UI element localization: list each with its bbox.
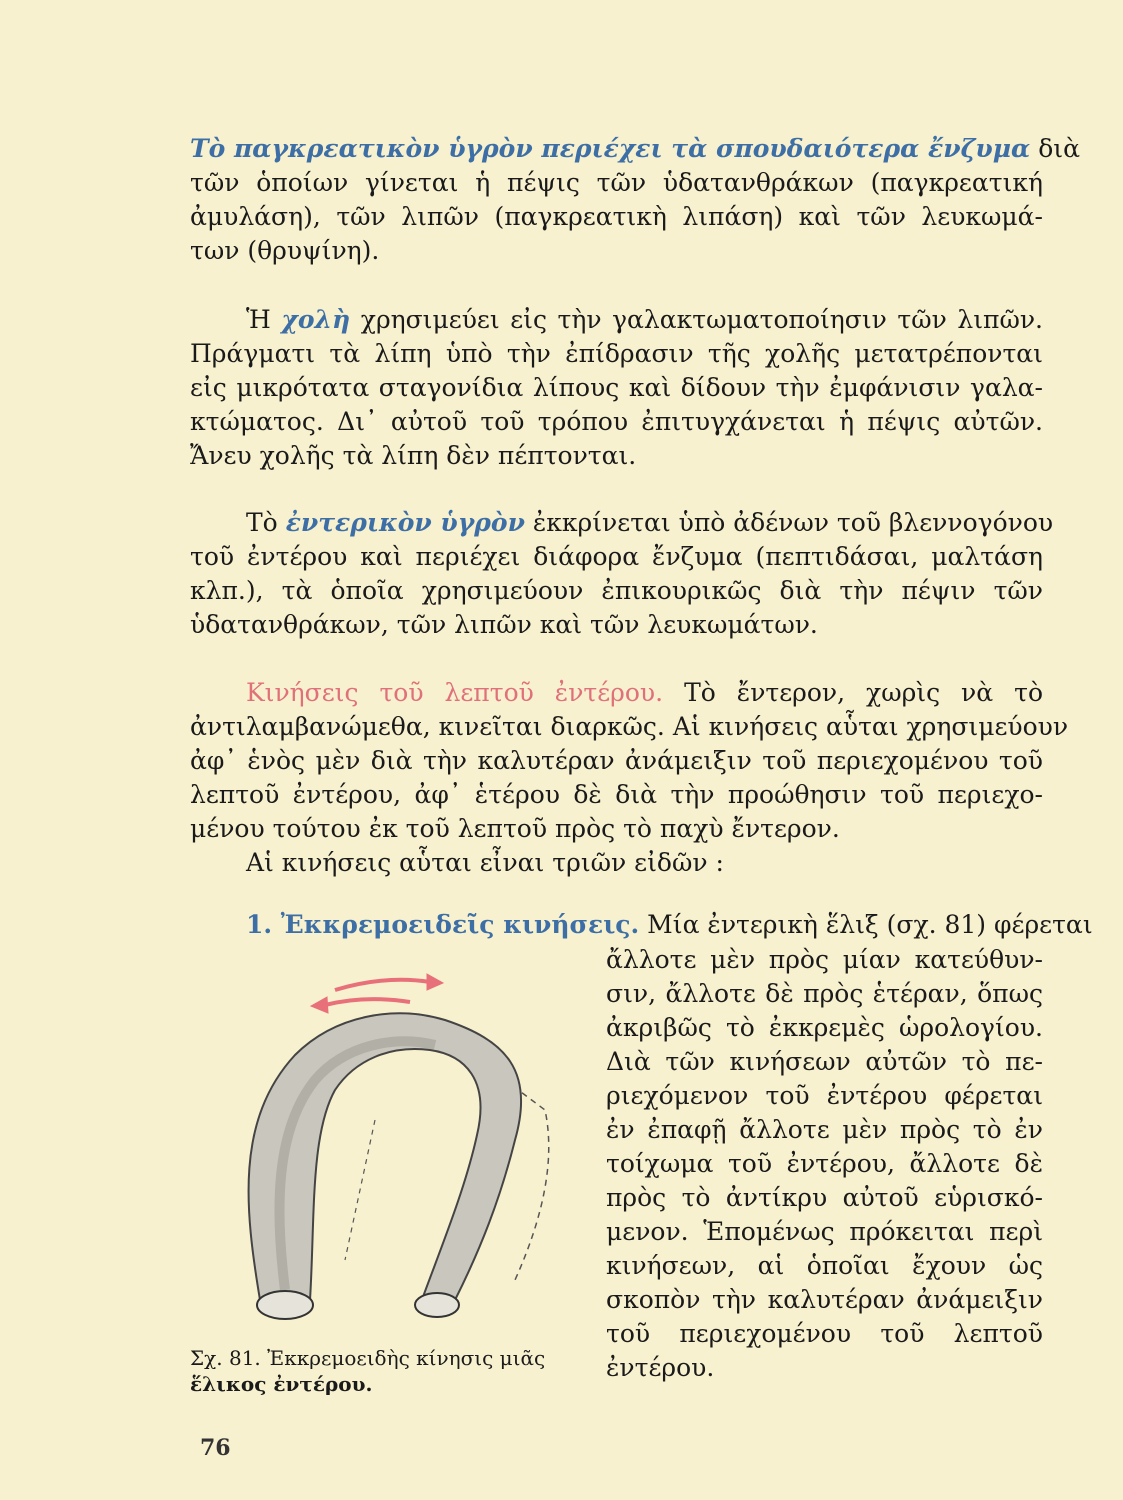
p5-r5: Διὰ τῶν κινήσεων αὐτῶν τὸ πε-	[606, 1047, 1043, 1076]
p3-line-4: ὑδατανθράκων, τῶν λιπῶν καὶ τῶν λευκωμάτων.	[190, 610, 818, 639]
p4-line-1	[246, 676, 1043, 710]
page-number: 76	[200, 1435, 231, 1461]
p5-heading: 1. Ἐκκρεμοειδεῖς κινήσεις.	[246, 910, 640, 939]
p5-r12: σκοπὸν τὴν καλυτέραν ἀνάμειξιν	[606, 1285, 1043, 1314]
p5-r8: τοίχωμα τοῦ ἐντέρου, ἄλλοτε δὲ	[606, 1149, 1043, 1178]
motion-arrows-icon	[311, 974, 443, 1013]
p2-line-2: Πράγματι τὰ λίπη ὑπὸ τὴν ἐπίδρασιν τῆς χολῆς μετατρέπονται	[190, 339, 1043, 368]
tube-end-left-icon	[257, 1291, 313, 1319]
p5-r14: ἐντέρου.	[606, 1353, 715, 1382]
p3-line-1-rest: ἐκκρίνεται ὑπὸ ἀδένων τοῦ βλεννογόνου	[532, 508, 1054, 537]
p2-pre: Ἡ	[246, 305, 271, 334]
p5-r7: ἐν ἐπαφῇ ἄλλοτε μὲν πρὸς τὸ ἐν	[606, 1115, 1043, 1144]
p5-r2: ἄλλοτε μὲν πρὸς μίαν κατεύθυν-	[606, 945, 1043, 974]
p5-right-column	[606, 943, 1043, 1385]
p2-line-1	[246, 303, 1043, 337]
intestine-outer-icon	[249, 1013, 522, 1305]
p4-line-3: ἀφ᾿ ἑνὸς μὲν διὰ τὴν καλυτέραν ἀνάμειξιν τοῦ περιεχομένου τοῦ	[190, 746, 1043, 775]
p4-heading: Κινήσεις τοῦ λεπτοῦ ἐντέρου.	[246, 678, 664, 707]
p4-line-6: Αἱ κινήσεις αὗται εἶναι τριῶν εἰδῶν :	[246, 848, 724, 877]
p1-line-3: ἀμυλάση), τῶν λιπῶν (παγκρεατικὴ λιπάση) καὶ τῶν λευκωμά-	[190, 202, 1043, 231]
caption-line-1: Σχ. 81. Ἐκκρεμοειδὴς κίνησις μιᾶς	[190, 1346, 546, 1370]
p1-line-2: τῶν ὁποίων γίνεται ἡ πέψις τῶν ὑδατανθράκων (παγκρεατική	[190, 168, 1043, 197]
p3-line-1	[246, 506, 1054, 540]
p4-line-5: μένου τούτου ἐκ τοῦ λεπτοῦ πρὸς τὸ παχὺ ἔντερον.	[190, 814, 840, 843]
p1-line-1-rest: διὰ	[1038, 134, 1080, 163]
p3-lead-term: ἐντερικὸν ὑγρὸν	[285, 508, 525, 537]
p5-r9: πρὸς τὸ ἀντίκρυ αὐτοῦ εὑρισκό-	[606, 1183, 1043, 1212]
p4-line-4: λεπτοῦ ἐντέρου, ἀφ᾿ ἑτέρου δὲ διὰ τὴν προώθησιν τοῦ περιεχο-	[190, 780, 1043, 809]
p1-line-4: των (θρυψίνη).	[190, 236, 380, 265]
p5-r13: τοῦ περιεχομένου τοῦ λεπτοῦ	[606, 1319, 1043, 1348]
p5-line-1	[246, 908, 1093, 942]
figure-caption	[190, 1345, 590, 1397]
p4-line-1-rest: Τὸ ἔντερον, χωρὶς νὰ τὸ	[684, 678, 1043, 707]
p2-line-1-rest: χρησιμεύει εἰς τὴν γαλακτωματοποίησιν τῶν λιπῶν.	[360, 305, 1044, 334]
caption-line-2: ἕλικος ἐντέρου.	[190, 1372, 373, 1396]
p5-r11: κινήσεων, αἱ ὁποῖαι ἔχουν ὡς	[606, 1251, 1043, 1280]
tube-end-right-icon	[415, 1293, 459, 1317]
p2-line-4: κτώματος. Δι᾿ αὐτοῦ τοῦ τρόπου ἐπιτυγχάνεται ἡ πέψις αὐτῶν.	[190, 407, 1043, 436]
p2-line-5: Ἄνευ χολῆς τὰ λίπη δὲν πέπτονται.	[190, 441, 637, 470]
p1-lead-term: Τὸ παγκρεατικὸν ὑγρὸν περιέχει τὰ σπουδαιότερα ἔνζυμα	[190, 134, 1031, 163]
p2-lead-term: χολὴ	[281, 305, 351, 334]
p2-line-3: εἰς μικρότατα σταγονίδια λίπους καὶ δίδουν τὴν ἐμφάνισιν γαλα-	[190, 373, 1043, 402]
intestinal-loop-figure	[215, 960, 575, 1340]
p5-r3: σιν, ἄλλοτε δὲ πρὸς ἑτέραν, ὅπως	[606, 979, 1043, 1008]
p4-line-2: ἀντιλαμβανώμεθα, κινεῖται διαρκῶς. Αἱ κινήσεις αὗται χρησιμεύουν	[190, 712, 1069, 741]
p5-r4: ἀκριβῶς τὸ ἐκκρεμὲς ὡρολογίου.	[606, 1013, 1043, 1042]
p3-line-2: τοῦ ἐντέρου καὶ περιέχει διάφορα ἔνζυμα (πεπτιδάσαι, μαλτάση	[190, 542, 1043, 571]
p1-line-1	[190, 132, 1080, 166]
p5-r10: μενον. Ἑπομένως πρόκειται περὶ	[606, 1217, 1043, 1246]
p3-line-3: κλπ.), τὰ ὁποῖα χρησιμεύουν ἐπικουρικῶς διὰ τὴν πέψιν τῶν	[190, 576, 1043, 605]
p5-line-1-rest: Μία ἐντερικὴ ἕλιξ (σχ. 81) φέρεται	[647, 910, 1093, 939]
p5-r6: ριεχόμενον τοῦ ἐντέρου φέρεται	[606, 1081, 1043, 1110]
p3-pre: Τὸ	[246, 508, 278, 537]
